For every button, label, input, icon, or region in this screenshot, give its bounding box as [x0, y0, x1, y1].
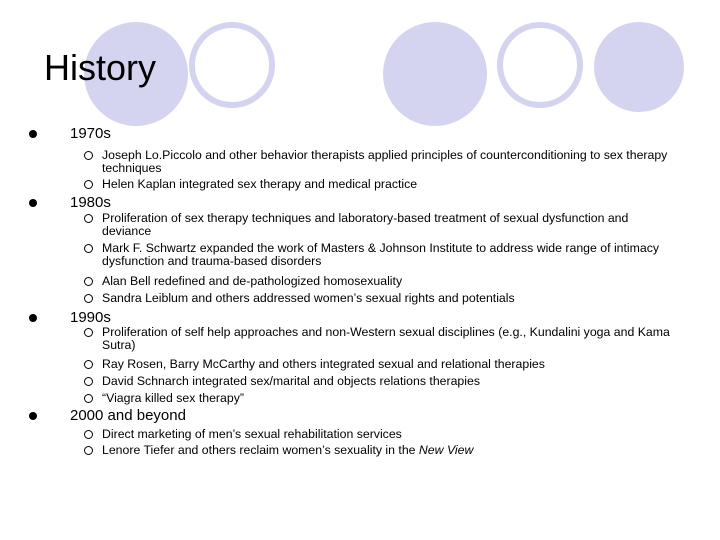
decor-circle-4 — [497, 22, 583, 108]
list-item: Ray Rosen, Barry McCarthy and others integrated sexual and relational therapies — [102, 357, 545, 371]
sub-bullet-icon — [84, 394, 93, 403]
list-item: Alan Bell redefined and de-pathologized homosexuality — [102, 274, 403, 288]
list-item: David Schnarch integrated sex/marital and objects relations therapies — [102, 374, 480, 388]
list-item — [102, 444, 672, 457]
list-item: Mark F. Schwartz expanded the work of Masters & Johnson Institute to address wide range of intimacy dysfunction and trauma-based disorders — [102, 241, 660, 268]
sub-bullet-icon — [84, 214, 93, 223]
sub-bullet-icon — [84, 430, 93, 439]
list-item: Proliferation of sex therapy techniques and laboratory-based treatment of sexual dysfunction and deviance — [102, 211, 629, 238]
list-item: Joseph Lo.Piccolo and other behavior therapists applied principles of counterconditioning to sex therapy techniques — [102, 148, 668, 175]
list-item-emphasis: New View — [418, 443, 474, 457]
sub-bullet-icon — [84, 377, 93, 386]
bullet-icon — [29, 130, 37, 138]
sub-bullet-icon — [84, 180, 93, 189]
section-heading-1990s: 1990s — [70, 309, 111, 326]
bullet-icon — [29, 314, 37, 322]
sub-bullet-icon — [84, 294, 93, 303]
list-item: Sandra Leiblum and others addressed women’s sexual rights and potentials — [102, 291, 515, 305]
slide-title: History — [44, 47, 157, 88]
decor-circle-3 — [383, 22, 487, 126]
sub-bullet-icon — [84, 446, 93, 455]
sub-bullet-icon — [84, 328, 93, 337]
section-heading-1980s: 1980s — [70, 194, 111, 211]
section-heading-1970s: 1970s — [70, 125, 111, 142]
list-item: “Viagra killed sex therapy” — [102, 391, 244, 405]
sub-bullet-icon — [84, 151, 93, 160]
decor-circle-2 — [189, 22, 275, 108]
sub-bullet-icon — [84, 360, 93, 369]
list-item: Direct marketing of men’s sexual rehabilitation services — [102, 427, 402, 441]
list-item: Proliferation of self help approaches and non-Western sexual disciplines (e.g., Kundalini yoga and Kama Sutra) — [102, 325, 670, 352]
list-item-text: Lenore Tiefer and others reclaim women’s sexuality in the — [102, 443, 419, 457]
list-item: Helen Kaplan integrated sex therapy and medical practice — [102, 177, 418, 191]
bullet-icon — [29, 199, 37, 207]
section-heading-2000-and-beyond: 2000 and beyond — [70, 407, 186, 424]
sub-bullet-icon — [84, 244, 93, 253]
decor-circle-5 — [594, 22, 684, 112]
bullet-icon — [29, 412, 37, 420]
sub-bullet-icon — [84, 277, 93, 286]
